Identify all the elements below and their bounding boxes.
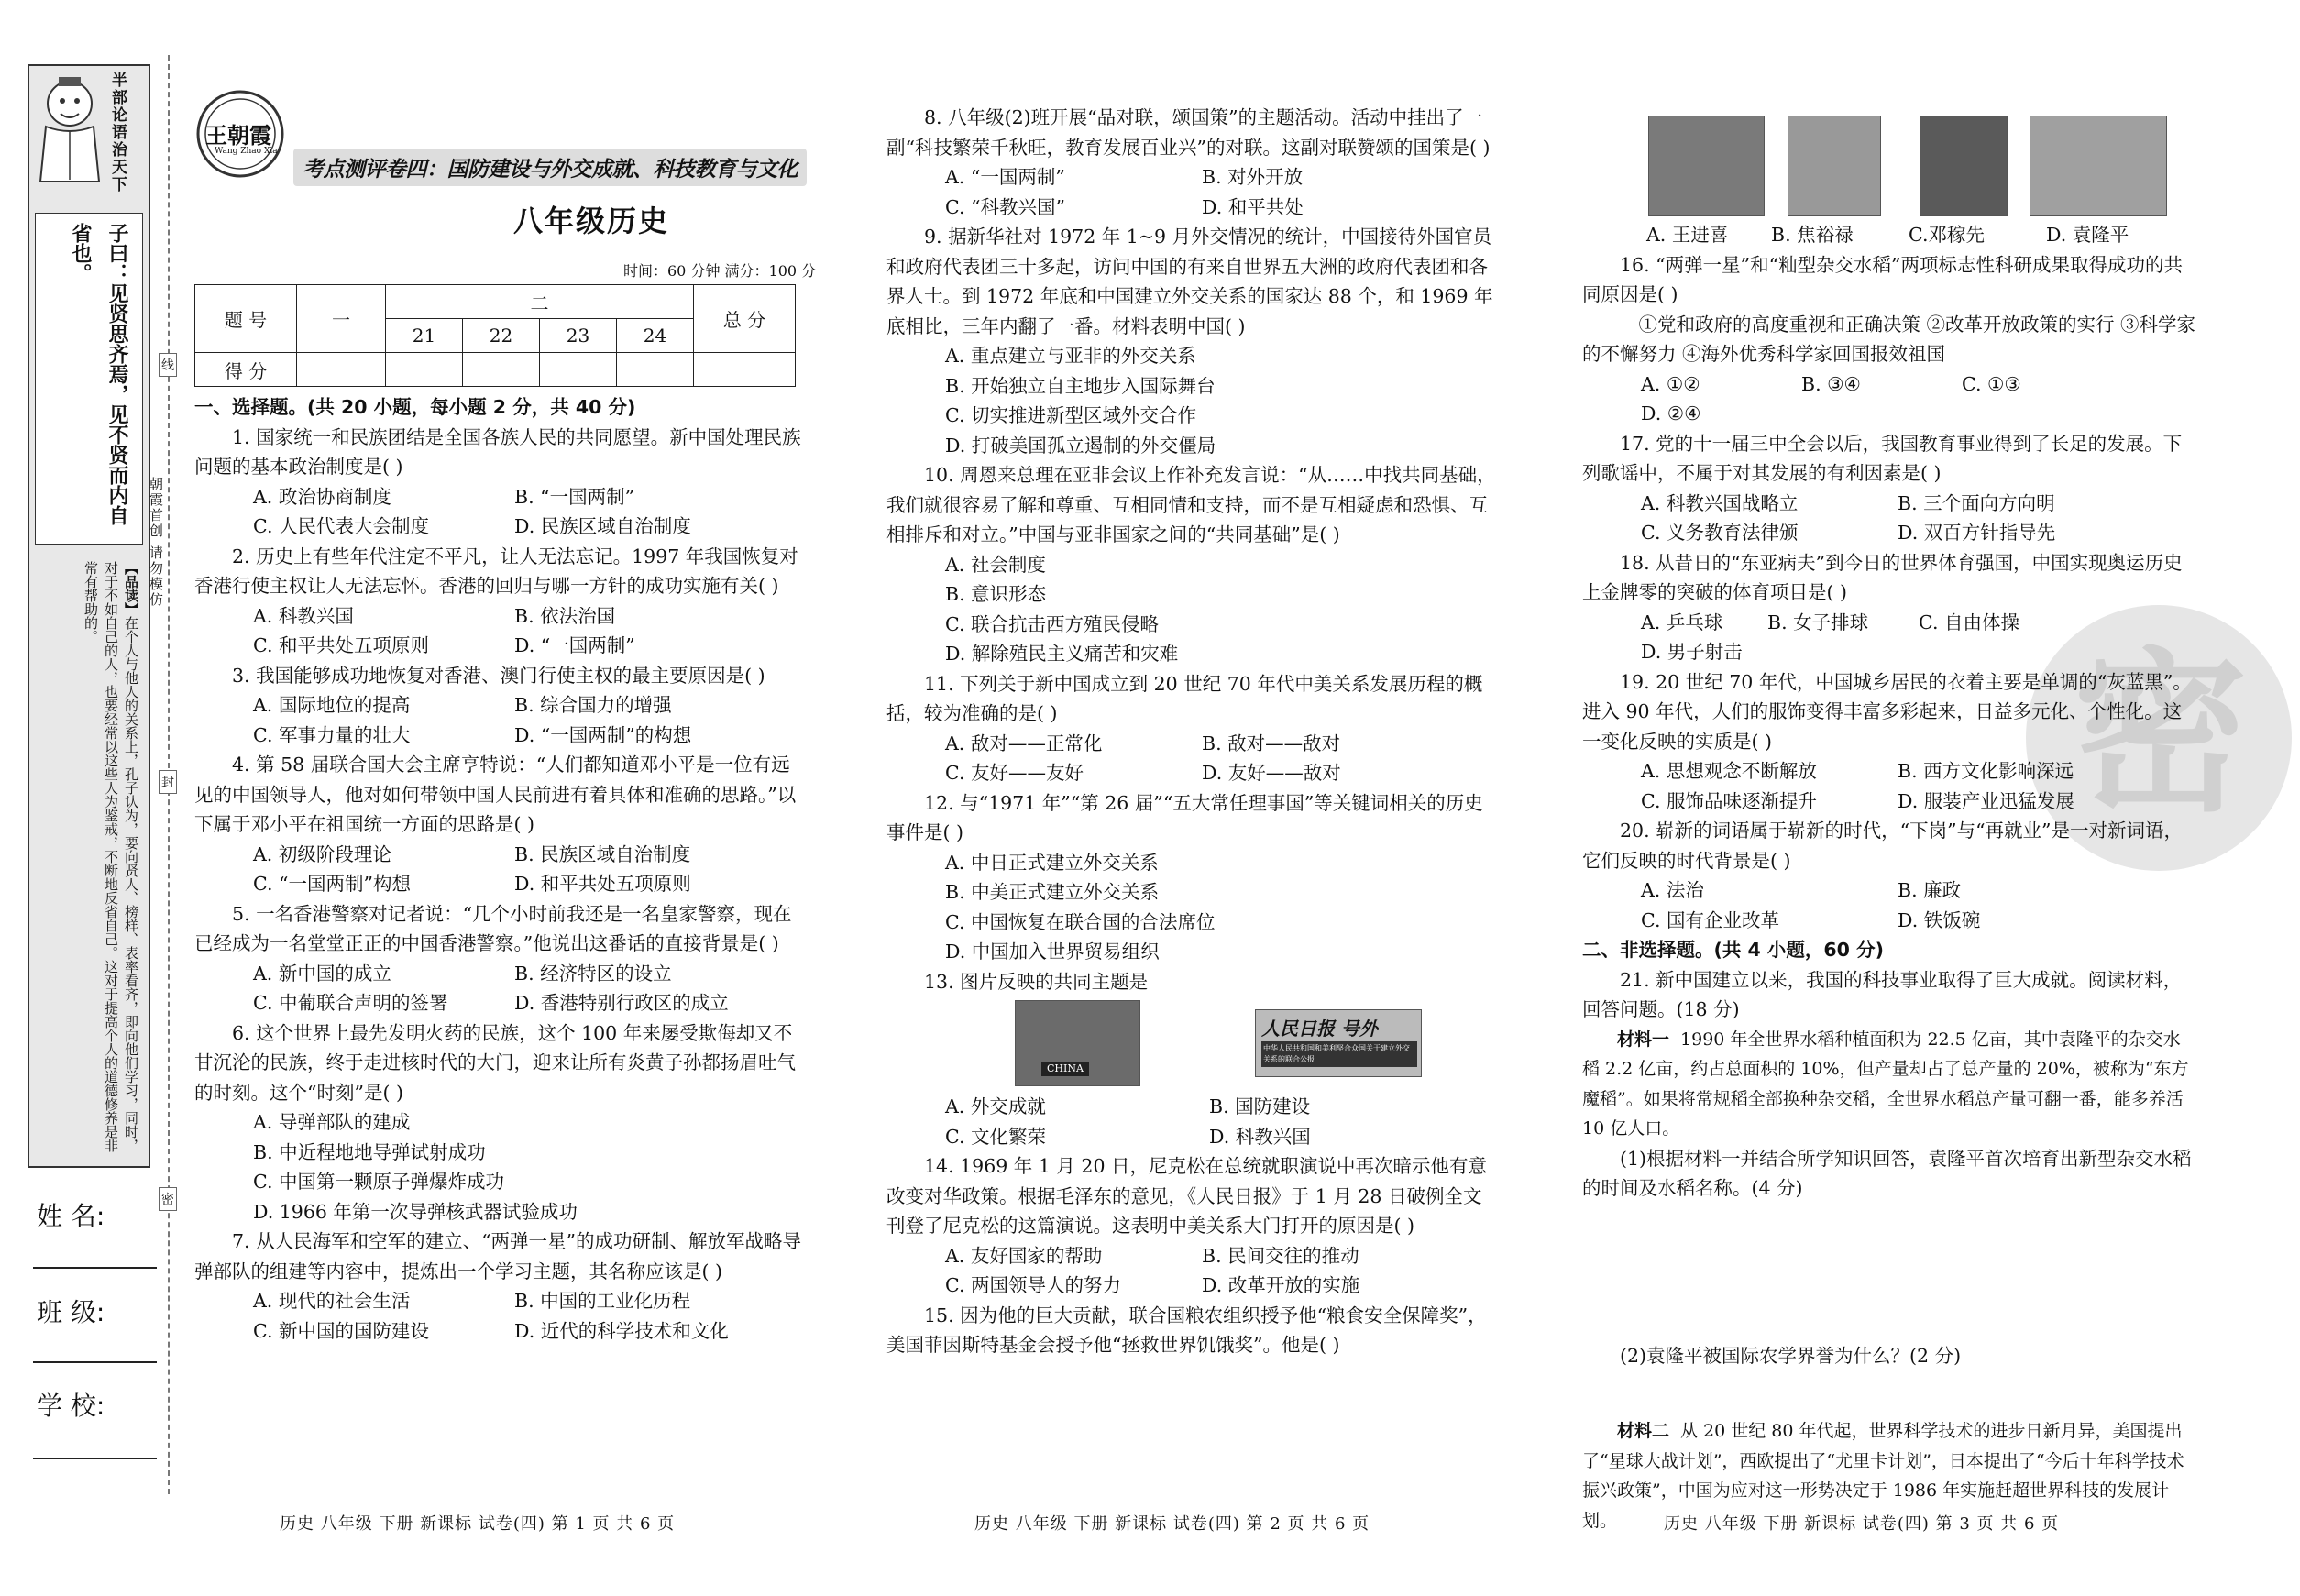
- q13-option[interactable]: A. 外交成就: [945, 1095, 1046, 1117]
- q5-option[interactable]: C. 中葡联合声明的签署: [253, 992, 448, 1014]
- q19-option[interactable]: C. 服饰品味逐渐提升: [1641, 789, 1817, 812]
- footer-page-3: 历史 八年级 下册 新课标 试卷(四) 第 3 页 共 6 页: [1664, 1514, 2060, 1534]
- q12-option[interactable]: C. 中国恢复在联合国的合法席位: [945, 910, 1216, 933]
- q19-stem: 19. 20 世纪 70 年代，中国城乡居民的衣着主要是单调的“灰蓝黑”。进入 90 年代，人们的服饰变得丰富多彩起来，日益多元化、个性化。这一变化反映的实质是( ): [1582, 670, 2192, 753]
- q15-photo-deng-jiaxian: [1920, 116, 2008, 216]
- q15-photo-yuan-longping: [2030, 116, 2167, 216]
- score-cell[interactable]: [386, 353, 463, 387]
- q8-option[interactable]: A. “一国两制”: [945, 166, 1065, 188]
- q19-option[interactable]: B. 西方文化影响深远: [1898, 760, 2074, 782]
- q9-option[interactable]: A. 重点建立与亚非的外交关系: [945, 345, 1196, 367]
- q4-stem: 4. 第 58 届联合国大会主席亨特说：“人们都知道邓小平是一位有远见的中国领导人，他对如何带领中国人民前进有着具体和准确的思路。”以下属于邓小平在祖国统一方面的思路是( ): [194, 754, 797, 835]
- seal-mark-2: 封: [159, 770, 177, 794]
- q16-option[interactable]: A. ①②: [1641, 372, 1700, 395]
- q15-option[interactable]: B. 焦裕禄: [1771, 224, 1854, 246]
- q13-photo-un: [1015, 1000, 1140, 1086]
- q12-option[interactable]: A. 中日正式建立外交关系: [945, 851, 1159, 874]
- q10-option[interactable]: A. 社会制度: [945, 553, 1046, 576]
- q4-option[interactable]: B. 民族区域自治制度: [514, 842, 691, 865]
- q21-answer-space-2[interactable]: [1582, 1370, 2196, 1416]
- q20-option[interactable]: D. 铁饭碗: [1898, 908, 1981, 931]
- q4-option[interactable]: C. “一国两制”构想: [253, 873, 411, 895]
- q3-stem: 3. 我国能够成功地恢复对香港、澳门行使主权的最主要原因是( ): [232, 664, 765, 687]
- q12-option[interactable]: B. 中美正式建立外交关系: [945, 881, 1160, 903]
- q9-stem: 9. 据新华社对 1972 年 1~9 月外交情况的统计，中国接待外国官员和政府代表团三十多起，访问中国的有来自世界五大洲的政府代表团和各界人士。到 1972 年底和中国建立外交关系的国家达 88 个，和 1969 年底相比，三年内翻了一番。材料表明中国( ): [886, 226, 1493, 337]
- q11-option[interactable]: C. 友好——友好: [945, 762, 1084, 784]
- seal-mark-3: 密: [159, 1187, 177, 1211]
- score-cell[interactable]: [694, 353, 796, 387]
- q5-option[interactable]: B. 经济特区的设立: [514, 962, 672, 985]
- q17-option[interactable]: C. 义务教育法律颁: [1641, 522, 1799, 544]
- subcol: 22: [463, 319, 540, 353]
- q2-option[interactable]: B. 依法治国: [514, 604, 616, 627]
- q12-stem: 12. 与“1971 年”“第 26 届”“五大常任理事国”等关键词相关的历史事件是( ): [886, 791, 1483, 843]
- q7-stem: 7. 从人民海军和空军的建立、“两弹一星”的成功研制、解放军战略导弹部队的组建等内容中，提炼出一个学习主题，其名称应该是( ): [194, 1230, 802, 1282]
- q14-option[interactable]: C. 两国领导人的努力: [945, 1274, 1121, 1296]
- q9-option[interactable]: B. 开始独立自主地步入国际舞台: [945, 374, 1216, 397]
- watermark-text: 密: [2074, 631, 2249, 835]
- score-cell[interactable]: [463, 353, 540, 387]
- name-line: [33, 1267, 157, 1269]
- q9-option[interactable]: D. 打破美国孤立遏制的外交僵局: [945, 434, 1216, 457]
- q14-option[interactable]: D. 改革开放的实施: [1202, 1274, 1360, 1296]
- reading-box: [81, 561, 141, 1157]
- reading-text: 在个人与他人的关系上，孔子认为，要向贤人、榜样、表率看齐，即向他们学习，同时，对于不如自己的人，也要经常以这些人为鉴戒，不断地反省自己。这对于提高个人的道德修养是非常有帮助的。: [83, 561, 139, 1152]
- score-row-label: 得 分: [195, 353, 297, 387]
- q13-photo-newspaper: [1255, 1009, 1422, 1077]
- q8-option[interactable]: D. 和平共处: [1202, 195, 1304, 218]
- q13-option[interactable]: D. 科教兴国: [1209, 1125, 1311, 1148]
- column-2: [886, 103, 1499, 1360]
- q11-stem: 11. 下列关于新中国成立到 20 世纪 70 年代中美关系发展历程的概括，较为准确的是( ): [886, 672, 1483, 724]
- logo-text: 王朝霞: [205, 123, 271, 149]
- section1-title: 一、选择题。(共 20 小题，每小题 2 分，共 40 分): [194, 396, 636, 418]
- q13-option[interactable]: C. 文化繁荣: [945, 1125, 1046, 1148]
- score-cell[interactable]: [540, 353, 617, 387]
- score-cell[interactable]: [617, 353, 694, 387]
- seal-mark-1: 线: [159, 353, 177, 377]
- q11-option[interactable]: B. 敌对——敌对: [1202, 732, 1341, 754]
- row-label: 题 号: [195, 285, 297, 353]
- q13-image2-text: 人民日报 号外: [1261, 1018, 1378, 1040]
- q1-option[interactable]: D. 民族区域自治制度: [514, 515, 691, 537]
- q5-option[interactable]: A. 新中国的成立: [253, 962, 391, 985]
- class-label: 班 级:: [37, 1297, 105, 1327]
- series-title: 半部论语治天下: [108, 72, 127, 193]
- q20-stem: 20. 崭新的词语属于崭新的时代，“下岗”与“再就业”是一对新词语，它们反映的时代背景是( ): [1582, 820, 2184, 872]
- q21-sub2: (2)袁隆平被国际农学界誉为什么？(2 分): [1620, 1344, 1962, 1367]
- q11-option[interactable]: A. 敌对——正常化: [945, 732, 1103, 754]
- q13-image2-sub: 中华人民共和国和美利坚合众国关于建立外交关系的联合公报: [1261, 1041, 1417, 1067]
- q4-option[interactable]: A. 初级阶段理论: [253, 842, 391, 865]
- q19-option[interactable]: A. 思想观念不断解放: [1641, 760, 1817, 782]
- q15-option[interactable]: C.邓稼先: [1909, 224, 1985, 246]
- q3-option[interactable]: A. 国际地位的提高: [253, 694, 411, 716]
- q21-stem: 21. 新中国建立以来，我国的科技事业取得了巨大成就。阅读材料，回答问题。(18 分): [1582, 968, 2183, 1020]
- q7-option[interactable]: D. 近代的科学技术和文化: [514, 1319, 729, 1342]
- subcol: 24: [617, 319, 694, 353]
- header-logo: [194, 88, 286, 180]
- total-header: 总 分: [694, 285, 796, 353]
- q18-option[interactable]: A. 乒乓球: [1641, 611, 1723, 633]
- q7-option[interactable]: B. 中国的工业化历程: [514, 1290, 691, 1312]
- confucius-panel: [28, 64, 150, 1168]
- confucius-cartoon-icon: [33, 72, 106, 191]
- q3-option[interactable]: B. 综合国力的增强: [514, 694, 672, 716]
- class-line: [33, 1361, 157, 1363]
- q8-stem: 8. 八年级(2)班开展“品对联，颂国策”的主题活动。活动中挂出了一副“科技繁荣千秋旺，教育发展百业兴”的对联。这副对联赞颂的国策是( ): [886, 106, 1491, 159]
- q2-option[interactable]: D. “一国两制”: [514, 634, 635, 656]
- q17-option[interactable]: D. 双百方针指导先: [1898, 522, 2056, 544]
- footer-page-1: 历史 八年级 下册 新课标 试卷(四) 第 1 页 共 6 页: [280, 1514, 676, 1534]
- q21-sub1: (1)根据材料一并结合所学知识回答，袁隆平首次培育出新型杂交水稻的时间及水稻名称。(4 分): [1582, 1147, 2192, 1199]
- q6-option[interactable]: C. 中国第一颗原子弹爆炸成功: [253, 1171, 504, 1193]
- q2-option[interactable]: A. 科教兴国: [253, 604, 354, 627]
- q21-m2-label: 材料二: [1617, 1421, 1670, 1441]
- q2-stem: 2. 历史上有些年代注定不平凡，让人无法忘记。1997 年我国恢复对香港行使主权让人无法忘怀。香港的回归与哪一方针的成功实施有关( ): [194, 545, 798, 597]
- q14-stem: 14. 1969 年 1 月 20 日，尼克松在总统就职演说中再次暗示他有意改变对华政策。根据毛泽东的意见，《人民日报》于 1 月 28 日破例全文刊登了尼克松的这篇演说。这表明中美关系大门打开的原因是( ): [886, 1155, 1487, 1237]
- column-1: [194, 392, 809, 1346]
- q2-option[interactable]: C. 和平共处五项原则: [253, 634, 429, 656]
- q4-option[interactable]: D. 和平共处五项原则: [514, 873, 691, 895]
- section2-title: 二、非选择题。(共 4 小题，60 分): [1582, 939, 1884, 961]
- q13-images: [886, 996, 1499, 1092]
- column-3: [1582, 220, 2196, 1535]
- q10-option[interactable]: D. 解除殖民主义痛苦和灾难: [945, 643, 1179, 665]
- school-line: [33, 1458, 157, 1459]
- q14-option[interactable]: B. 民间交往的推动: [1202, 1244, 1359, 1267]
- q16-items: ①党和政府的高度重视和正确决策 ②改革开放政策的实行 ③科学家的不懈努力 ④海外优秀科学家回国报效祖国: [1582, 313, 2196, 365]
- q17-stem: 17. 党的十一届三中全会以后，我国教育事业得到了长足的发展。下列歌谣中，不属于对其发展的有利因素是( ): [1582, 432, 2183, 484]
- q21-m1-text: 1990 年全世界水稻种植面积为 22.5 亿亩，其中袁隆平的杂交水稻 2.2 亿亩，约占总面积的 10%，但产量却占了总产量的 20%，被称为“东方魔稻”。如果将常规稻全部换种杂交稻，全世界水稻总产量可翻一番，能多养活 10 亿人口。: [1582, 1029, 2189, 1139]
- q10-stem: 10. 周恩来总理在亚非会议上作补充发言说：“从……中找共同基础，我们就很容易了解和尊重、互相同情和支持，而不是互相疑虑和恐惧、互相排斥和对立。”中国与亚非国家之间的“共同基础”是( ): [886, 464, 1496, 545]
- brand-note: 朝霞首创 请勿模仿: [148, 477, 164, 608]
- q3-option[interactable]: D. “一国两制”的构想: [514, 723, 692, 746]
- score-table: [194, 284, 796, 387]
- quote-box: [35, 213, 143, 545]
- school-label: 学 校:: [37, 1391, 105, 1421]
- subject-title: 八年级历史: [513, 204, 670, 238]
- q21-m1-label: 材料一: [1617, 1029, 1670, 1050]
- q10-option[interactable]: B. 意识形态: [945, 583, 1047, 605]
- q13-stem: 13. 图片反映的共同主题是: [924, 970, 1149, 993]
- q12-option[interactable]: D. 中国加入世界贸易组织: [945, 941, 1160, 963]
- name-label: 姓 名:: [37, 1201, 105, 1231]
- logo-sub: Wang Zhao Xia: [215, 147, 278, 156]
- q18-option[interactable]: D. 男子射击: [1641, 641, 1743, 663]
- q8-option[interactable]: B. 对外开放: [1202, 166, 1304, 188]
- exam-title: 考点测评卷四：国防建设与外交成就、科技教育与文化: [293, 149, 807, 186]
- q13-image1-caption: CHINA: [1041, 1062, 1089, 1076]
- q6-stem: 6. 这个世界上最先发明火药的民族，这个 100 年来屡受欺侮却又不甘沉沦的民族，终于走进核时代的大门，迎来让所有炎黄子孙都扬眉吐气的时刻。这个“时刻”是( ): [194, 1021, 796, 1104]
- q1-option[interactable]: B. “一国两制”: [514, 485, 635, 508]
- q19-option[interactable]: D. 服装产业迅猛发展: [1898, 789, 2074, 812]
- q1-option[interactable]: C. 人民代表大会制度: [253, 515, 429, 537]
- q8-option[interactable]: C. “科教兴国”: [945, 195, 1065, 218]
- q10-option[interactable]: C. 联合抗击西方殖民侵略: [945, 612, 1159, 635]
- q16-option[interactable]: D. ②④: [1641, 402, 1701, 424]
- q18-option[interactable]: C. 自由体操: [1919, 611, 2019, 633]
- q17-option[interactable]: A. 科教兴国战略立: [1641, 491, 1799, 514]
- q20-option[interactable]: C. 国有企业改革: [1641, 908, 1779, 931]
- part1-header: 一: [297, 285, 386, 353]
- q15-photo-wang-jinxi: [1648, 116, 1765, 216]
- q11-option[interactable]: D. 友好——敌对: [1202, 762, 1341, 784]
- subcol: 23: [540, 319, 617, 353]
- q1-stem: 1. 国家统一和民族团结是全国各族人民的共同愿望。新中国处理民族问题的基本政治制度是( ): [194, 425, 801, 478]
- q21-m2-text: 从 20 世纪 80 年代起，世界科学技术的进步日新月异，美国提出了“星球大战计划”，西欧提出了“尤里卡计划”，日本提出了“今后十年科学技术振兴政策”，中国为应对这一形势决定于 1986 年实施赶超世界科技的发展计划。: [1582, 1421, 2184, 1531]
- q20-option[interactable]: B. 廉政: [1898, 879, 1962, 901]
- sidebar: [18, 64, 156, 1494]
- q7-option[interactable]: A. 现代的社会生活: [253, 1290, 411, 1312]
- q6-option[interactable]: D. 1966 年第一次导弹核武器试验成功: [253, 1200, 578, 1223]
- q15-photo-jiao-yulu: [1788, 116, 1881, 216]
- q14-option[interactable]: A. 友好国家的帮助: [945, 1244, 1103, 1267]
- q21-answer-space-1[interactable]: [1582, 1204, 2196, 1341]
- footer-page-2: 历史 八年级 下册 新课标 试卷(四) 第 2 页 共 6 页: [974, 1514, 1370, 1534]
- q17-option[interactable]: B. 三个面向方向明: [1898, 491, 2055, 514]
- q9-option[interactable]: C. 切实推进新型区域外交合作: [945, 404, 1196, 426]
- q15-option[interactable]: A. 王进喜: [1646, 224, 1729, 246]
- q18-option[interactable]: B. 女子排球: [1767, 611, 1869, 633]
- quote-text: 子曰：见贤思齐焉，见不贤而内自省也。: [69, 223, 128, 525]
- q16-stem: 16. “两弹一星”和“籼型杂交水稻”两项标志性科研成果取得成功的共同原因是( ): [1582, 253, 2184, 305]
- q5-stem: 5. 一名香港警察对记者说：“几个小时前我还是一名皇家警察，现在已经成为一名堂堂正正的中国香港警察。”他说出这番话的直接背景是( ): [194, 902, 792, 954]
- q16-option[interactable]: C. ①③: [1962, 372, 2021, 395]
- subcol: 21: [386, 319, 463, 353]
- q6-option[interactable]: B. 中近程地地导弹试射成功: [253, 1140, 486, 1163]
- q13-option[interactable]: B. 国防建设: [1209, 1095, 1311, 1117]
- q5-option[interactable]: D. 香港特别行政区的成立: [514, 992, 729, 1014]
- score-cell[interactable]: [297, 353, 386, 387]
- q15-stem: 15. 因为他的巨大贡献，联合国粮农组织授予他“粮食安全保障奖”，美国菲因斯特基金会授予他“拯救世界饥饿奖”。他是( ): [886, 1304, 1487, 1356]
- q6-option[interactable]: A. 导弹部队的建成: [253, 1111, 411, 1133]
- part2-header: 二: [386, 285, 694, 319]
- q16-option[interactable]: B. ③④: [1801, 372, 1861, 395]
- q3-option[interactable]: C. 军事力量的壮大: [253, 723, 411, 746]
- q21-material-1: [1582, 1025, 2196, 1144]
- q18-stem: 18. 从昔日的“东亚病夫”到今日的世界体育强国，中国实现奥运历史上金牌零的突破的体育项目是( ): [1582, 551, 2183, 603]
- reading-label: 【品读】: [123, 561, 139, 616]
- q15-option[interactable]: D. 袁隆平: [2046, 224, 2129, 246]
- time-score: 时间：60 分钟 满分：100 分: [623, 262, 817, 280]
- q20-option[interactable]: A. 法治: [1641, 879, 1704, 901]
- q7-option[interactable]: C. 新中国的国防建设: [253, 1319, 429, 1342]
- q1-option[interactable]: A. 政治协商制度: [253, 485, 391, 508]
